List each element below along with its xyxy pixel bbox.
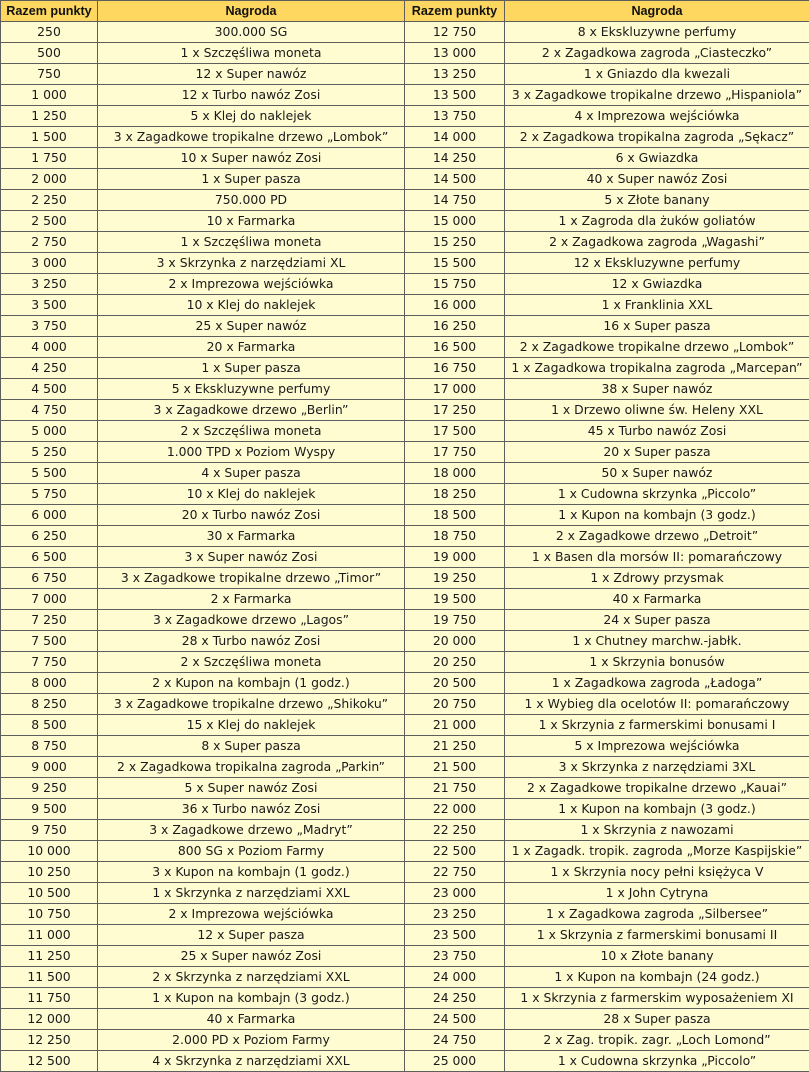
reward-cell-left: 20 x Turbo nawóz Zosi bbox=[98, 505, 405, 526]
table-row bbox=[1, 1051, 809, 1072]
table-row bbox=[1, 862, 809, 883]
points-cell-right: 25 000 bbox=[405, 1051, 505, 1072]
reward-cell-right: 2 x Zag. tropik. zagr. „Loch Lomond” bbox=[505, 1030, 809, 1051]
points-cell-left: 11 250 bbox=[1, 946, 98, 967]
reward-cell-right: 2 x Zagadkowa zagroda „Ciasteczko” bbox=[505, 43, 809, 64]
points-cell-right: 14 000 bbox=[405, 127, 505, 148]
table-row bbox=[1, 589, 809, 610]
reward-cell-left: 3 x Kupon na kombajn (1 godz.) bbox=[98, 862, 405, 883]
reward-cell-left: 1 x Super pasza bbox=[98, 358, 405, 379]
reward-cell-right: 50 x Super nawóz bbox=[505, 463, 809, 484]
points-cell-right: 20 250 bbox=[405, 652, 505, 673]
points-cell-right: 22 750 bbox=[405, 862, 505, 883]
points-cell-left: 7 500 bbox=[1, 631, 98, 652]
table-row bbox=[1, 673, 809, 694]
points-cell-right: 23 000 bbox=[405, 883, 505, 904]
reward-cell-left: 10 x Klej do naklejek bbox=[98, 295, 405, 316]
points-cell-left: 12 500 bbox=[1, 1051, 98, 1072]
points-cell-left: 6 000 bbox=[1, 505, 98, 526]
points-cell-right: 17 750 bbox=[405, 442, 505, 463]
reward-cell-right: 1 x Zagadkowa zagroda „Ładoga” bbox=[505, 673, 809, 694]
points-cell-right: 13 750 bbox=[405, 106, 505, 127]
points-cell-left: 12 250 bbox=[1, 1030, 98, 1051]
points-cell-left: 6 750 bbox=[1, 568, 98, 589]
reward-cell-left: 2 x Imprezowa wejściówka bbox=[98, 904, 405, 925]
points-cell-right: 19 500 bbox=[405, 589, 505, 610]
reward-cell-right: 2 x Zagadkowe drzewo „Detroit” bbox=[505, 526, 809, 547]
table-row bbox=[1, 379, 809, 400]
points-cell-left: 1 250 bbox=[1, 106, 98, 127]
points-cell-left: 9 500 bbox=[1, 799, 98, 820]
reward-cell-left: 1 x Szczęśliwa moneta bbox=[98, 232, 405, 253]
reward-cell-left: 4 x Super pasza bbox=[98, 463, 405, 484]
table-row bbox=[1, 316, 809, 337]
points-cell-right: 23 750 bbox=[405, 946, 505, 967]
reward-cell-left: 12 x Super pasza bbox=[98, 925, 405, 946]
reward-cell-left: 3 x Skrzynka z narzędziami XL bbox=[98, 253, 405, 274]
points-cell-right: 16 500 bbox=[405, 337, 505, 358]
points-cell-left: 7 000 bbox=[1, 589, 98, 610]
points-cell-right: 19 750 bbox=[405, 610, 505, 631]
reward-cell-right: 1 x Skrzynia z nawozami bbox=[505, 820, 809, 841]
points-cell-left: 10 000 bbox=[1, 841, 98, 862]
points-cell-right: 18 000 bbox=[405, 463, 505, 484]
points-cell-left: 2 000 bbox=[1, 169, 98, 190]
reward-cell-right: 2 x Zagadkowa tropikalna zagroda „Sękacz” bbox=[505, 127, 809, 148]
points-cell-left: 9 250 bbox=[1, 778, 98, 799]
points-cell-right: 15 500 bbox=[405, 253, 505, 274]
table-row bbox=[1, 925, 809, 946]
points-cell-right: 13 000 bbox=[405, 43, 505, 64]
reward-cell-right: 20 x Super pasza bbox=[505, 442, 809, 463]
table-row bbox=[1, 946, 809, 967]
table-row bbox=[1, 22, 809, 43]
table-row bbox=[1, 484, 809, 505]
reward-cell-right: 4 x Imprezowa wejściówka bbox=[505, 106, 809, 127]
points-cell-right: 13 500 bbox=[405, 85, 505, 106]
reward-cell-right: 1 x Zagadkowa tropikalna zagroda „Marcepan” bbox=[505, 358, 809, 379]
reward-cell-left: 3 x Zagadkowe drzewo „Berlin” bbox=[98, 400, 405, 421]
reward-cell-right: 1 x Skrzynia nocy pełni księżyca V bbox=[505, 862, 809, 883]
points-cell-left: 6 250 bbox=[1, 526, 98, 547]
reward-cell-right: 2 x Zagadkowe tropikalne drzewo „Kauai” bbox=[505, 778, 809, 799]
points-cell-left: 10 250 bbox=[1, 862, 98, 883]
reward-cell-left: 4 x Skrzynka z narzędziami XXL bbox=[98, 1051, 405, 1072]
table-row bbox=[1, 883, 809, 904]
table-row bbox=[1, 778, 809, 799]
reward-cell-right: 40 x Super nawóz Zosi bbox=[505, 169, 809, 190]
reward-cell-left: 3 x Zagadkowe drzewo „Madryt” bbox=[98, 820, 405, 841]
points-cell-left: 8 000 bbox=[1, 673, 98, 694]
points-cell-left: 4 750 bbox=[1, 400, 98, 421]
points-cell-left: 2 750 bbox=[1, 232, 98, 253]
reward-cell-right: 16 x Super pasza bbox=[505, 316, 809, 337]
table-row bbox=[1, 1009, 809, 1030]
points-cell-left: 250 bbox=[1, 22, 98, 43]
reward-cell-left: 8 x Super pasza bbox=[98, 736, 405, 757]
points-cell-right: 24 500 bbox=[405, 1009, 505, 1030]
table-row bbox=[1, 85, 809, 106]
reward-cell-right: 1 x Zdrowy przysmak bbox=[505, 568, 809, 589]
points-cell-right: 22 500 bbox=[405, 841, 505, 862]
table-row bbox=[1, 904, 809, 925]
reward-cell-left: 15 x Klej do naklejek bbox=[98, 715, 405, 736]
table-row bbox=[1, 148, 809, 169]
table-row bbox=[1, 169, 809, 190]
reward-cell-right: 1 x Basen dla morsów II: pomarańczowy bbox=[505, 547, 809, 568]
points-cell-left: 5 000 bbox=[1, 421, 98, 442]
table-row bbox=[1, 64, 809, 85]
table-row bbox=[1, 274, 809, 295]
points-cell-right: 20 750 bbox=[405, 694, 505, 715]
reward-cell-left: 5 x Ekskluzywne perfumy bbox=[98, 379, 405, 400]
table-row bbox=[1, 988, 809, 1009]
points-cell-right: 22 000 bbox=[405, 799, 505, 820]
reward-cell-right: 1 x Skrzynia z farmerskim wyposażeniem XI bbox=[505, 988, 809, 1009]
reward-cell-left: 36 x Turbo nawóz Zosi bbox=[98, 799, 405, 820]
points-cell-left: 8 500 bbox=[1, 715, 98, 736]
reward-cell-left: 2.000 PD x Poziom Farmy bbox=[98, 1030, 405, 1051]
points-cell-left: 4 500 bbox=[1, 379, 98, 400]
table-row bbox=[1, 43, 809, 64]
points-cell-left: 3 000 bbox=[1, 253, 98, 274]
points-cell-right: 18 750 bbox=[405, 526, 505, 547]
points-cell-left: 12 000 bbox=[1, 1009, 98, 1030]
reward-cell-right: 10 x Złote banany bbox=[505, 946, 809, 967]
table-row bbox=[1, 799, 809, 820]
points-cell-left: 11 000 bbox=[1, 925, 98, 946]
points-cell-left: 11 750 bbox=[1, 988, 98, 1009]
reward-cell-right: 1 x Skrzynia bonusów bbox=[505, 652, 809, 673]
reward-cell-left: 3 x Zagadkowe drzewo „Lagos” bbox=[98, 610, 405, 631]
reward-cell-left: 12 x Turbo nawóz Zosi bbox=[98, 85, 405, 106]
points-cell-left: 9 000 bbox=[1, 757, 98, 778]
header-row bbox=[1, 1, 809, 22]
reward-cell-right: 1 x Cudowna skrzynka „Piccolo” bbox=[505, 484, 809, 505]
table-row bbox=[1, 421, 809, 442]
reward-cell-left: 5 x Klej do naklejek bbox=[98, 106, 405, 127]
table-row bbox=[1, 295, 809, 316]
points-cell-left: 8 250 bbox=[1, 694, 98, 715]
table-row bbox=[1, 715, 809, 736]
reward-cell-left: 800 SG x Poziom Farmy bbox=[98, 841, 405, 862]
reward-cell-right: 28 x Super pasza bbox=[505, 1009, 809, 1030]
reward-cell-right: 1 x Skrzynia z farmerskimi bonusami II bbox=[505, 925, 809, 946]
points-cell-right: 14 750 bbox=[405, 190, 505, 211]
reward-cell-right: 1 x Drzewo oliwne św. Heleny XXL bbox=[505, 400, 809, 421]
reward-cell-right: 1 x Gniazdo dla kwezali bbox=[505, 64, 809, 85]
points-cell-left: 3 250 bbox=[1, 274, 98, 295]
reward-cell-right: 1 x Skrzynia z farmerskimi bonusami I bbox=[505, 715, 809, 736]
reward-cell-right: 1 x Chutney marchw.-jabłk. bbox=[505, 631, 809, 652]
points-cell-right: 17 250 bbox=[405, 400, 505, 421]
reward-cell-right: 8 x Ekskluzywne perfumy bbox=[505, 22, 809, 43]
reward-cell-right: 3 x Zagadkowe tropikalne drzewo „Hispaniola” bbox=[505, 85, 809, 106]
reward-cell-right: 2 x Zagadkowe tropikalne drzewo „Lombok” bbox=[505, 337, 809, 358]
points-cell-right: 21 250 bbox=[405, 736, 505, 757]
reward-cell-right: 1 x John Cytryna bbox=[505, 883, 809, 904]
points-cell-left: 9 750 bbox=[1, 820, 98, 841]
reward-cell-right: 1 x Kupon na kombajn (3 godz.) bbox=[505, 505, 809, 526]
reward-cell-left: 300.000 SG bbox=[98, 22, 405, 43]
reward-cell-right: 38 x Super nawóz bbox=[505, 379, 809, 400]
table-row bbox=[1, 106, 809, 127]
points-cell-right: 24 000 bbox=[405, 967, 505, 988]
points-cell-right: 15 750 bbox=[405, 274, 505, 295]
header-reward-right: Nagroda bbox=[505, 1, 809, 22]
table-row bbox=[1, 1030, 809, 1051]
reward-cell-left: 10 x Klej do naklejek bbox=[98, 484, 405, 505]
header-points-right: Razem punkty bbox=[405, 1, 505, 22]
points-cell-right: 21 750 bbox=[405, 778, 505, 799]
table-row bbox=[1, 694, 809, 715]
reward-cell-left: 3 x Zagadkowe tropikalne drzewo „Timor” bbox=[98, 568, 405, 589]
table-row bbox=[1, 736, 809, 757]
table-row bbox=[1, 190, 809, 211]
points-cell-right: 15 000 bbox=[405, 211, 505, 232]
table-row bbox=[1, 211, 809, 232]
reward-cell-left: 1 x Skrzynka z narzędziami XXL bbox=[98, 883, 405, 904]
reward-cell-left: 40 x Farmarka bbox=[98, 1009, 405, 1030]
points-cell-left: 10 500 bbox=[1, 883, 98, 904]
reward-cell-left: 1 x Super pasza bbox=[98, 169, 405, 190]
reward-cell-left: 2 x Skrzynka z narzędziami XXL bbox=[98, 967, 405, 988]
header-reward-left: Nagroda bbox=[98, 1, 405, 22]
reward-cell-left: 5 x Super nawóz Zosi bbox=[98, 778, 405, 799]
reward-cell-right: 12 x Gwiazdka bbox=[505, 274, 809, 295]
table-row bbox=[1, 253, 809, 274]
points-cell-right: 16 000 bbox=[405, 295, 505, 316]
header-points-left: Razem punkty bbox=[1, 1, 98, 22]
points-cell-left: 7 250 bbox=[1, 610, 98, 631]
points-cell-right: 24 250 bbox=[405, 988, 505, 1009]
reward-cell-right: 1 x Zagadk. tropik. zagroda „Morze Kaspijskie” bbox=[505, 841, 809, 862]
points-cell-left: 10 750 bbox=[1, 904, 98, 925]
points-cell-right: 14 250 bbox=[405, 148, 505, 169]
reward-cell-right: 1 x Franklinia XXL bbox=[505, 295, 809, 316]
reward-cell-left: 1 x Kupon na kombajn (3 godz.) bbox=[98, 988, 405, 1009]
table-row bbox=[1, 652, 809, 673]
points-cell-right: 17 500 bbox=[405, 421, 505, 442]
points-cell-left: 1 000 bbox=[1, 85, 98, 106]
points-cell-left: 11 500 bbox=[1, 967, 98, 988]
points-cell-left: 4 250 bbox=[1, 358, 98, 379]
reward-cell-right: 12 x Ekskluzywne perfumy bbox=[505, 253, 809, 274]
reward-cell-right: 1 x Zagroda dla żuków goliatów bbox=[505, 211, 809, 232]
reward-cell-left: 750.000 PD bbox=[98, 190, 405, 211]
reward-cell-left: 3 x Zagadkowe tropikalne drzewo „Lombok” bbox=[98, 127, 405, 148]
table-row bbox=[1, 568, 809, 589]
points-cell-left: 500 bbox=[1, 43, 98, 64]
points-cell-left: 1 500 bbox=[1, 127, 98, 148]
points-cell-right: 20 500 bbox=[405, 673, 505, 694]
reward-cell-left: 30 x Farmarka bbox=[98, 526, 405, 547]
points-cell-right: 21 000 bbox=[405, 715, 505, 736]
points-cell-right: 21 500 bbox=[405, 757, 505, 778]
table-row bbox=[1, 967, 809, 988]
table-row bbox=[1, 400, 809, 421]
reward-cell-right: 5 x Złote banany bbox=[505, 190, 809, 211]
points-cell-left: 2 250 bbox=[1, 190, 98, 211]
points-cell-left: 3 500 bbox=[1, 295, 98, 316]
points-cell-right: 24 750 bbox=[405, 1030, 505, 1051]
table-row bbox=[1, 547, 809, 568]
reward-cell-left: 12 x Super nawóz bbox=[98, 64, 405, 85]
reward-cell-right: 40 x Farmarka bbox=[505, 589, 809, 610]
table-row bbox=[1, 820, 809, 841]
points-cell-right: 18 250 bbox=[405, 484, 505, 505]
reward-cell-left: 10 x Super nawóz Zosi bbox=[98, 148, 405, 169]
points-cell-left: 2 500 bbox=[1, 211, 98, 232]
reward-cell-left: 2 x Farmarka bbox=[98, 589, 405, 610]
points-cell-left: 7 750 bbox=[1, 652, 98, 673]
reward-cell-right: 2 x Zagadkowa zagroda „Wagashi” bbox=[505, 232, 809, 253]
reward-cell-left: 10 x Farmarka bbox=[98, 211, 405, 232]
points-cell-right: 19 000 bbox=[405, 547, 505, 568]
reward-cell-right: 45 x Turbo nawóz Zosi bbox=[505, 421, 809, 442]
points-cell-right: 19 250 bbox=[405, 568, 505, 589]
points-cell-right: 18 500 bbox=[405, 505, 505, 526]
table-row bbox=[1, 358, 809, 379]
points-cell-left: 4 000 bbox=[1, 337, 98, 358]
table-row bbox=[1, 526, 809, 547]
points-cell-left: 5 250 bbox=[1, 442, 98, 463]
reward-cell-left: 2 x Szczęśliwa moneta bbox=[98, 421, 405, 442]
points-cell-left: 5 500 bbox=[1, 463, 98, 484]
points-cell-right: 16 750 bbox=[405, 358, 505, 379]
points-cell-right: 16 250 bbox=[405, 316, 505, 337]
points-cell-right: 12 750 bbox=[405, 22, 505, 43]
points-cell-right: 14 500 bbox=[405, 169, 505, 190]
reward-cell-right: 1 x Wybieg dla ocelotów II: pomarańczowy bbox=[505, 694, 809, 715]
points-cell-left: 1 750 bbox=[1, 148, 98, 169]
reward-cell-right: 1 x Kupon na kombajn (24 godz.) bbox=[505, 967, 809, 988]
table-row bbox=[1, 757, 809, 778]
reward-cell-left: 20 x Farmarka bbox=[98, 337, 405, 358]
points-cell-left: 8 750 bbox=[1, 736, 98, 757]
table-row bbox=[1, 631, 809, 652]
reward-cell-left: 3 x Super nawóz Zosi bbox=[98, 547, 405, 568]
points-cell-right: 17 000 bbox=[405, 379, 505, 400]
reward-cell-left: 2 x Szczęśliwa moneta bbox=[98, 652, 405, 673]
reward-cell-right: 6 x Gwiazdka bbox=[505, 148, 809, 169]
reward-cell-left: 25 x Super nawóz Zosi bbox=[98, 946, 405, 967]
reward-cell-left: 25 x Super nawóz bbox=[98, 316, 405, 337]
points-cell-left: 5 750 bbox=[1, 484, 98, 505]
points-cell-right: 23 250 bbox=[405, 904, 505, 925]
table-row bbox=[1, 841, 809, 862]
reward-cell-right: 24 x Super pasza bbox=[505, 610, 809, 631]
points-cell-right: 13 250 bbox=[405, 64, 505, 85]
table-row bbox=[1, 442, 809, 463]
reward-cell-right: 5 x Imprezowa wejściówka bbox=[505, 736, 809, 757]
reward-cell-right: 1 x Cudowna skrzynka „Piccolo” bbox=[505, 1051, 809, 1072]
rewards-table-body bbox=[1, 22, 809, 1072]
points-cell-left: 6 500 bbox=[1, 547, 98, 568]
table-row bbox=[1, 337, 809, 358]
table-row bbox=[1, 232, 809, 253]
points-cell-right: 22 250 bbox=[405, 820, 505, 841]
reward-cell-left: 28 x Turbo nawóz Zosi bbox=[98, 631, 405, 652]
points-cell-left: 750 bbox=[1, 64, 98, 85]
reward-cell-right: 1 x Kupon na kombajn (3 godz.) bbox=[505, 799, 809, 820]
points-cell-right: 20 000 bbox=[405, 631, 505, 652]
table-row bbox=[1, 127, 809, 148]
table-row bbox=[1, 610, 809, 631]
table-row bbox=[1, 505, 809, 526]
reward-cell-left: 1 x Szczęśliwa moneta bbox=[98, 43, 405, 64]
reward-cell-left: 3 x Zagadkowe tropikalne drzewo „Shikoku” bbox=[98, 694, 405, 715]
reward-cell-left: 2 x Zagadkowa tropikalna zagroda „Parkin” bbox=[98, 757, 405, 778]
points-cell-right: 23 500 bbox=[405, 925, 505, 946]
reward-cell-left: 2 x Imprezowa wejściówka bbox=[98, 274, 405, 295]
reward-cell-right: 1 x Zagadkowa zagroda „Silbersee” bbox=[505, 904, 809, 925]
reward-cell-left: 2 x Kupon na kombajn (1 godz.) bbox=[98, 673, 405, 694]
reward-cell-left: 1.000 TPD x Poziom Wyspy bbox=[98, 442, 405, 463]
points-cell-right: 15 250 bbox=[405, 232, 505, 253]
table-row bbox=[1, 463, 809, 484]
reward-cell-right: 3 x Skrzynka z narzędziami 3XL bbox=[505, 757, 809, 778]
points-cell-left: 3 750 bbox=[1, 316, 98, 337]
